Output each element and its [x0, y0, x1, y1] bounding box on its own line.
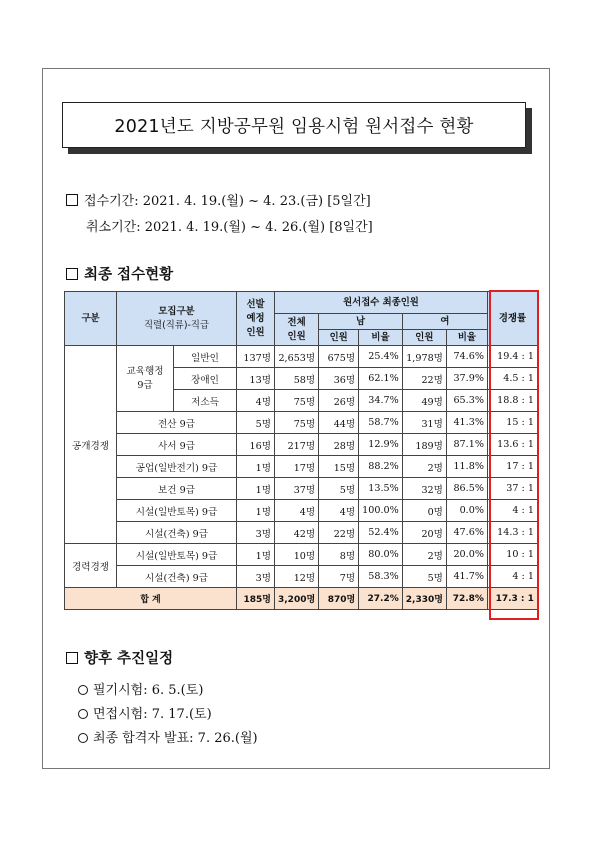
row-name: 전산 9급 — [117, 412, 237, 434]
cell-female: 22명 — [402, 368, 446, 390]
cancel-period — [86, 216, 373, 235]
schedule-item-text: 면접시험: 7. 17.(토) — [93, 707, 212, 722]
cell-female-ratio: 41.7% — [446, 566, 487, 588]
row-name: 사서 9급 — [117, 434, 237, 456]
cell-female: 1,978명 — [402, 346, 446, 368]
table-row — [65, 434, 538, 456]
cell-female: 5명 — [402, 566, 446, 588]
accept-period — [66, 190, 371, 209]
cell-male-ratio: 58.3% — [359, 566, 403, 588]
section-schedule-heading — [66, 647, 173, 668]
group-admin-line1: 교육행정 — [126, 365, 164, 377]
cell-planned: 5명 — [237, 412, 275, 434]
cell-male: 28명 — [319, 434, 359, 456]
group-open: 공개경쟁 — [65, 346, 117, 544]
circle-bullet-icon — [78, 685, 88, 695]
cell-female: 2명 — [402, 544, 446, 566]
cell-male-ratio: 62.1% — [359, 368, 403, 390]
total-label: 합 계 — [65, 588, 237, 610]
cell-total: 217명 — [275, 434, 319, 456]
cell-competition: 14.3 : 1 — [487, 522, 537, 544]
cell-male: 8명 — [319, 544, 359, 566]
section-schedule-text: 향후 추진일정 — [84, 651, 174, 667]
circle-bullet-icon — [78, 709, 88, 719]
cell-male-ratio: 25.4% — [359, 346, 403, 368]
header-female-count: 인원 — [402, 330, 446, 346]
cell-competition: 18.8 : 1 — [487, 390, 537, 412]
cell-male: 26명 — [319, 390, 359, 412]
header-male: 남 — [319, 314, 403, 330]
cell-male: 4명 — [319, 500, 359, 522]
schedule-item-text: 최종 합격자 발표: 7. 26.(월) — [93, 731, 258, 746]
application-status-table — [64, 291, 538, 610]
header-planned-line3: 인원 — [246, 326, 265, 338]
schedule-item — [78, 703, 212, 722]
schedule-item — [78, 679, 203, 698]
row-name: 시설(건축) 9급 — [117, 566, 237, 588]
total-female-ratio: 72.8% — [446, 588, 487, 610]
header-male-ratio: 비율 — [359, 330, 403, 346]
schedule-item — [78, 727, 258, 746]
header-total-line1: 전체 — [287, 316, 306, 328]
schedule-item-text: 필기시험: 6. 5.(토) — [93, 683, 204, 698]
cell-male: 7명 — [319, 566, 359, 588]
header-competition: 경쟁률 — [487, 292, 537, 346]
cell-competition: 37 : 1 — [487, 478, 537, 500]
cell-female: 2명 — [402, 456, 446, 478]
cell-female-ratio: 65.3% — [446, 390, 487, 412]
header-male-count: 인원 — [319, 330, 359, 346]
cell-competition: 17 : 1 — [487, 456, 537, 478]
table-row — [65, 566, 538, 588]
row-name: 보건 9급 — [117, 478, 237, 500]
cell-male-ratio: 88.2% — [359, 456, 403, 478]
total-planned: 185명 — [237, 588, 275, 610]
cell-total: 37명 — [275, 478, 319, 500]
cell-male: 5명 — [319, 478, 359, 500]
cell-competition: 19.4 : 1 — [487, 346, 537, 368]
circle-bullet-icon — [78, 733, 88, 743]
cell-female-ratio: 41.3% — [446, 412, 487, 434]
total-male-ratio: 27.2% — [359, 588, 403, 610]
cell-female-ratio: 86.5% — [446, 478, 487, 500]
cell-total: 10명 — [275, 544, 319, 566]
section-status-heading — [66, 263, 173, 284]
group-career: 경력경쟁 — [65, 544, 117, 588]
header-applicants-group: 원서접수 최종인원 — [275, 292, 488, 314]
total-total: 3,200명 — [275, 588, 319, 610]
row-name: 저소득 — [174, 390, 237, 412]
total-row — [65, 588, 538, 610]
cell-male-ratio: 80.0% — [359, 544, 403, 566]
cell-total: 58명 — [275, 368, 319, 390]
total-female: 2,330명 — [402, 588, 446, 610]
cell-total: 75명 — [275, 390, 319, 412]
header-recruit-unit-line2: 직렬(직류)-직급 — [143, 319, 210, 331]
cell-female-ratio: 0.0% — [446, 500, 487, 522]
row-name: 시설(일반토목) 9급 — [117, 500, 237, 522]
header-category: 구분 — [65, 292, 117, 346]
cancel-period-text: 취소기간: 2021. 4. 19.(월) ~ 4. 26.(월) [8일간] — [86, 220, 373, 235]
cell-female-ratio: 11.8% — [446, 456, 487, 478]
group-admin-line2: 9급 — [137, 379, 153, 391]
cell-competition: 15 : 1 — [487, 412, 537, 434]
cell-female-ratio: 20.0% — [446, 544, 487, 566]
cell-total: 17명 — [275, 456, 319, 478]
row-name: 시설(일반토목) 9급 — [117, 544, 237, 566]
cell-female-ratio: 47.6% — [446, 522, 487, 544]
cell-competition: 10 : 1 — [487, 544, 537, 566]
cell-planned: 3명 — [237, 566, 275, 588]
group-admin — [117, 346, 174, 412]
section-status-text: 최종 접수현황 — [84, 267, 174, 283]
cell-total: 42명 — [275, 522, 319, 544]
cell-female: 49명 — [402, 390, 446, 412]
cell-female: 0명 — [402, 500, 446, 522]
square-bullet-icon — [66, 268, 78, 280]
cell-male: 44명 — [319, 412, 359, 434]
table-row — [65, 500, 538, 522]
cell-male-ratio: 100.0% — [359, 500, 403, 522]
accept-period-text: 접수기간: 2021. 4. 19.(월) ~ 4. 23.(금) [5일간] — [84, 194, 371, 209]
header-recruit-unit — [117, 292, 237, 346]
cell-planned: 16명 — [237, 434, 275, 456]
cell-planned: 13명 — [237, 368, 275, 390]
cell-female-ratio: 87.1% — [446, 434, 487, 456]
cell-total: 2,653명 — [275, 346, 319, 368]
cell-female-ratio: 74.6% — [446, 346, 487, 368]
cell-male: 36명 — [319, 368, 359, 390]
table-row — [65, 478, 538, 500]
header-female-ratio: 비율 — [446, 330, 487, 346]
cell-total: 4명 — [275, 500, 319, 522]
table-row — [65, 412, 538, 434]
cell-planned: 137명 — [237, 346, 275, 368]
cell-male-ratio: 52.4% — [359, 522, 403, 544]
row-name: 장애인 — [174, 368, 237, 390]
row-name: 공업(일반전기) 9급 — [117, 456, 237, 478]
cell-competition: 4 : 1 — [487, 566, 537, 588]
header-total — [275, 314, 319, 346]
cell-male-ratio: 58.7% — [359, 412, 403, 434]
cell-planned: 1명 — [237, 478, 275, 500]
cell-female: 31명 — [402, 412, 446, 434]
cell-female: 189명 — [402, 434, 446, 456]
cell-competition: 13.6 : 1 — [487, 434, 537, 456]
total-male: 870명 — [319, 588, 359, 610]
square-bullet-icon — [66, 194, 78, 206]
cell-planned: 1명 — [237, 544, 275, 566]
page-title — [62, 102, 526, 148]
cell-male: 15명 — [319, 456, 359, 478]
cell-male-ratio: 13.5% — [359, 478, 403, 500]
cell-planned: 3명 — [237, 522, 275, 544]
cell-total: 75명 — [275, 412, 319, 434]
header-planned-line1: 선발 — [246, 298, 265, 310]
square-bullet-icon — [66, 652, 78, 664]
cell-male-ratio: 12.9% — [359, 434, 403, 456]
cell-female: 20명 — [402, 522, 446, 544]
header-planned — [237, 292, 275, 346]
table-row — [65, 346, 538, 368]
cell-planned: 1명 — [237, 456, 275, 478]
row-name: 일반인 — [174, 346, 237, 368]
cell-competition: 4 : 1 — [487, 500, 537, 522]
cell-male: 675명 — [319, 346, 359, 368]
header-total-line2: 인원 — [287, 330, 306, 342]
header-planned-line2: 예정 — [246, 312, 265, 324]
row-name: 시설(건축) 9급 — [117, 522, 237, 544]
cell-competition: 4.5 : 1 — [487, 368, 537, 390]
cell-male-ratio: 34.7% — [359, 390, 403, 412]
cell-total: 12명 — [275, 566, 319, 588]
table-row — [65, 522, 538, 544]
total-competition: 17.3 : 1 — [487, 588, 537, 610]
cell-female: 32명 — [402, 478, 446, 500]
header-recruit-unit-line1: 모집구분 — [158, 305, 195, 317]
cell-planned: 1명 — [237, 500, 275, 522]
table-row — [65, 456, 538, 478]
cell-female-ratio: 37.9% — [446, 368, 487, 390]
header-female: 여 — [402, 314, 487, 330]
page-title-text: 2021년도 지방공무원 임용시험 원서접수 현황 — [114, 116, 474, 137]
cell-male: 22명 — [319, 522, 359, 544]
cell-planned: 4명 — [237, 390, 275, 412]
table-row — [65, 544, 538, 566]
